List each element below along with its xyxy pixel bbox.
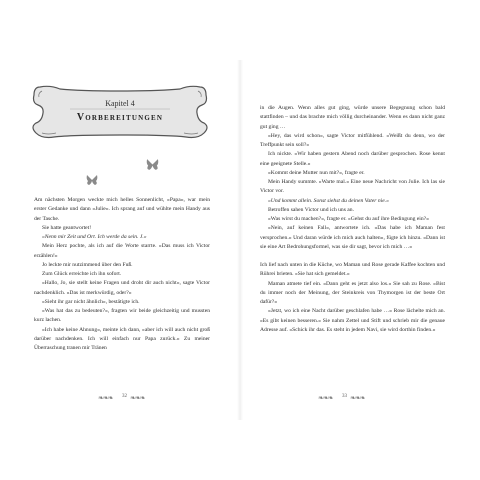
footer-ornament-right: ❧❧❧ — [130, 394, 145, 402]
paragraph: »Hey, das wird schon«, sagte Victor mitfühlend. »Weißt du denn, wo der Treffpunkt sein soll?« — [260, 132, 445, 148]
page-number: 33 — [342, 394, 347, 399]
right-page-footer — [240, 392, 480, 404]
footer-ornament-left: ❧❧❧ — [98, 394, 113, 402]
paragraph: »Hallo, Jo, sie stellt keine Fragen und droht dir auch nicht«, sagte Victor nachdenklich. »Das ist merkwürdig, oder?« — [34, 280, 210, 296]
paragraph: Maman atmete tief ein. »Dann geht es jetzt also los.« Sie sah zu Rose. »Bist du immer noch der Meinung, der Steinkreis von Thymorgen ist der beste Ort dafür?« — [260, 280, 445, 305]
chapter-title: Vorbereitungen — [76, 112, 164, 123]
paragraph: Jo leckte mir nutzimmend über den Fuß. — [42, 261, 133, 268]
paragraph: Zum Glück erreichte ich ihn sofort. — [42, 271, 122, 277]
paragraph: Am nächsten Morgen weckte mich helles Sonnenlicht, »Papa«, war mein erster Gedanke und dann »Julie«. Ich sprang auf und wühlte mein Handy aus der Tasche. — [34, 197, 210, 222]
chapter-number: Kapitel 4 — [105, 99, 135, 108]
page-number: 32 — [122, 394, 127, 399]
paragraph: »Nenn mir Zeit und Ort. Ich werde da sein. J.« — [42, 234, 147, 240]
footer-ornament-left: ❧❧❧ — [318, 394, 333, 402]
paragraph: »Und kommt allein. Sonst siehst du deinen Vater nie.« — [268, 197, 389, 204]
paragraph: Betroffen sahen Victor und ich uns an. — [268, 206, 354, 213]
paragraph: Mein Herz pochte, als ich auf die Worte starrte. »Das muss ich Victor erzählen!« — [34, 243, 210, 259]
butterfly-icon — [86, 174, 98, 186]
paragraph: »Jetzt, wo ich eine Nacht darüber geschlafen habe …« Rose lächelte mich an. »Es gibt keinen besseren.« Sie nahm Zettel und Stift und schrieb mir die genaue Adresse auf. »Schick ihr das. Es steht in jedem Navi, sie wird dorthin finden.« — [260, 308, 445, 333]
left-page-footer — [0, 392, 240, 404]
butterfly-icon — [146, 158, 159, 171]
paragraph: in die Augen. Wenn alles gut ging, würde unsere Begegnung schon bald stattfinden – und das brachte mich völlig durcheinander. Wenn es dann nicht ganz gut ging … — [260, 105, 445, 130]
footer-ornament-right: ❧❧❧ — [350, 394, 365, 402]
paragraph: Mein Handy summte. »Warte mal.« Eine neue Nachricht von Julie. Ich las sie Victor vor. — [260, 179, 445, 195]
paragraph: Ich nickte. »Wir haben gestern Abend noch darüber gesprochen. Rose kennt eine geeignete Stelle.« — [260, 151, 445, 167]
paragraph: »Kommt deine Mutter nun mit?«, fragte er. — [268, 169, 365, 176]
left-page-text — [34, 196, 210, 353]
right-page — [240, 0, 480, 480]
chapter-banner — [30, 83, 210, 143]
paragraph: »Nein, auf keinen Fall«, antwortete ich. »Das habe ich Maman fest versprochen.« Und daran würde ich mich auch halten«, fügte ich hinzu. »Dann ist sie eine Art Bedrohungsformel, was sie dir sagt, bevor ich mich …« — [260, 225, 445, 250]
paragraph: Sie hatte geantwortet! — [42, 224, 92, 231]
paragraph: Ich lief nach unten in die Küche, wo Maman und Rose gerade Kaffee kochten und Rührei brieten. »Sie hat sich gemeldet.« — [260, 262, 445, 278]
right-page-text — [260, 104, 445, 335]
paragraph: »Was hat das zu bedeuten?«, fragten wir beide gleichzeitig und mussten kurz lachen. — [34, 308, 210, 324]
paragraph: »Ich habe keine Ahnung«, meinte ich dann, »aber ich will auch nicht groß darüber nachdenken. Ich will einfach nur Papa zurück.« Zu meiner Überraschung tranen mir Tränen — [34, 326, 210, 351]
paragraph: »Sieht ihr gar nicht ähnlich«, bestätigte ich. — [42, 298, 140, 305]
paragraph: »Was wirst du machen?«, fragte er. »Gehst du auf ihre Bedingung ein?« — [268, 216, 429, 222]
